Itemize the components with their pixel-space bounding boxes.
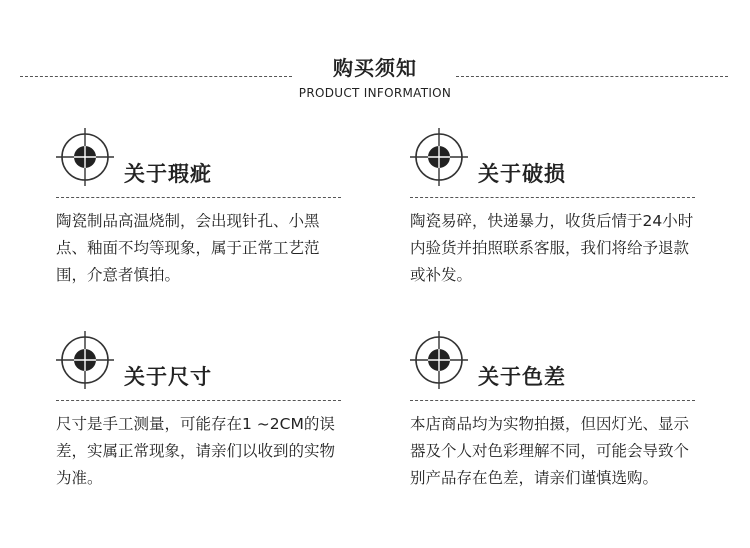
crosshair-icon: [56, 128, 114, 186]
section-title: 关于瑕疵: [124, 162, 212, 186]
section-text: 陶瓷制品高温烧制，会出现针孔、小黑点、釉面不均等现象，属于正常工艺范围，介意者慎拍。: [56, 212, 320, 284]
section-text: 尺寸是手工测量，可能存在1 ~2CM的误差，实属正常现象，请亲们以收到的实物为准。: [56, 415, 336, 487]
section-divider: [410, 400, 695, 401]
header-divider-left: [20, 76, 292, 77]
section-divider: [56, 197, 341, 198]
crosshair-icon: [410, 128, 468, 186]
section-divider: [410, 197, 695, 198]
section-text: 本店商品均为实物拍摄，但因灯光、显示器及个人对色彩理解不同，可能会导致个别产品存在色差，请亲们谨慎选购。: [410, 415, 690, 487]
section-title: 关于破损: [478, 162, 566, 186]
page-subtitle: PRODUCT INFORMATION: [298, 86, 452, 100]
section-text: 陶瓷易碎，快递暴力，收货后情于24小时内验货并拍照联系客服，我们将给予退款或补发。: [410, 212, 694, 284]
section-title: 关于色差: [478, 365, 566, 389]
crosshair-icon: [410, 331, 468, 389]
page-title: 购买须知: [333, 56, 417, 80]
header-divider-right: [456, 76, 728, 77]
section-title: 关于尺寸: [124, 365, 212, 389]
crosshair-icon: [56, 331, 114, 389]
section-divider: [56, 400, 341, 401]
